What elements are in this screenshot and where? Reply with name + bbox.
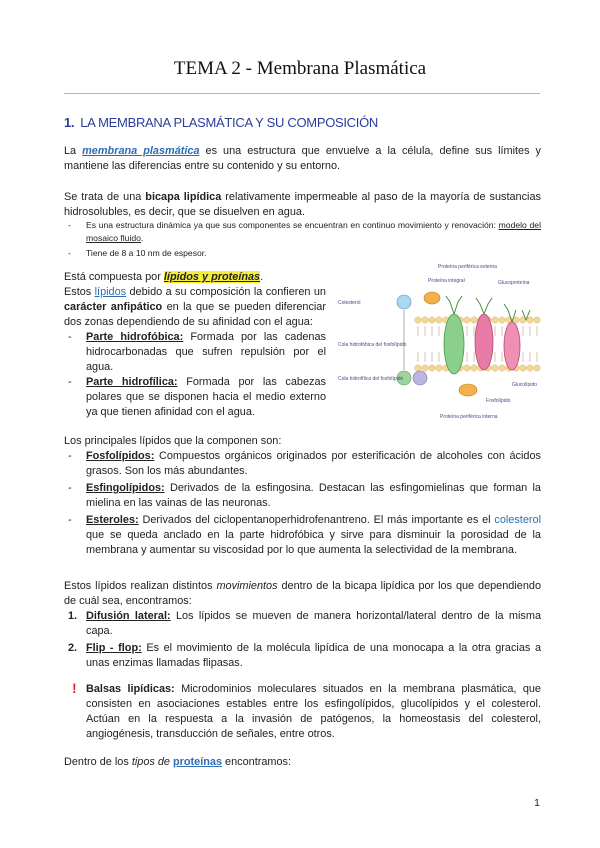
term-membrana-plasmatica: membrana plasmática — [82, 145, 200, 157]
list-item: - Esteroles: Derivados del ciclopentanoperhidrofenantreno. El más importante es el colesterol que se queda anclado en la parte hidrofóbica y sirve para disminuir la porosidad de la membrana y aumentar su viscosidad por lo que aumenta la selectividad de la membrana. — [64, 513, 541, 558]
label-phospholipid: Fosfolípido — [486, 398, 511, 404]
section-title: LA MEMBRANA PLASMÁTICA Y SU COMPOSICIÓN — [80, 115, 378, 130]
phospholipid-head — [527, 365, 533, 371]
term-proteinas: proteínas — [172, 756, 223, 768]
list-item: - Es una estructura dinámica ya que sus componentes se encuentran en continuo movimiento y renovación: modelo del mosaico fluido. — [64, 219, 541, 244]
phospholipid-head — [534, 365, 540, 371]
phospholipid-head — [429, 365, 435, 371]
label-peripheral-internal: Proteína periférica interna — [440, 414, 498, 420]
integral-protein — [475, 314, 493, 370]
movements-intro: Estos lípidos realizan distintos movimientos dentro de la bicapa lipídica por los que dependiendo de cuál sea, encontramos: — [64, 580, 542, 607]
phospholipid-head — [415, 317, 421, 323]
phospholipid-head — [499, 317, 505, 323]
section-number: 1. — [64, 115, 75, 130]
lipids-intro: Los principales lípidos que la componen son: — [64, 435, 282, 447]
intro-paragraph: La membrana plasmática es una estructura que envuelve a la célula, define sus límites y mantiene las diferencias entre su contenido y su entorno. — [64, 145, 542, 172]
phospholipid-head — [436, 365, 442, 371]
lipid-rafts-paragraph: Balsas lipídicas: Microdominios moleculares situados en la membrana plasmática, que consisten en asociaciones estables entre los esfingolípidos, glucolípidos y el colesterol. Actúan en la respuesta a la invasión de patógenos, la homeostasis del colesterol, angiogénesis, transducción de señales, entre otros. — [86, 683, 541, 740]
phospholipid-head — [429, 317, 435, 323]
list-item: - Fosfolípidos: Compuestos orgánicos originados por esterificación de alcoholes con ácidos grasos. Son los más abundantes. — [64, 449, 541, 479]
label-peripheral-external: Proteína periférica externa — [438, 264, 497, 270]
phospholipid-head — [464, 365, 470, 371]
bilayer-paragraph: Se trata de una bicapa lipídica relativamente impermeable al paso de la mayoría de sustancias hidrosolubles, es decir, que se disuelven en agua. — [64, 191, 541, 218]
phospholipid-head — [436, 317, 442, 323]
phospholipid-head — [471, 317, 477, 323]
term-anfipatico: carácter anfipático — [64, 301, 163, 313]
phospholipid-head — [422, 365, 428, 371]
term-mosaico-fluido: modelo del mosaico fluido — [86, 220, 541, 243]
list-item: - Parte hidrofílica: Formada por las cabezas polares que se disponen hacia el medio externo ya que tienen afinidad con el agua. — [64, 375, 326, 420]
page-title: TEMA 2 - Membrana Plasmática — [173, 58, 427, 79]
lipid-amphipathic-paragraph: Estos lípidos debido a su composición la confieren un carácter anfipático en la que se pueden diferenciar dos zonas dependiendo de su afinidad con el agua: - Parte hidrofóbica: Formada por las cadenas hidrocarbonadas que sufren repulsión por el agua. - Parte hidrofílica: Formada por las cabezas polares que se disponen hacia el medio externo ya que tienen afinidad con el agua. — [64, 285, 326, 420]
term-colesterol: colesterol — [494, 514, 541, 526]
movements-list — [64, 609, 541, 671]
label-glycolipid: Glucolípido — [512, 382, 538, 388]
label-hydrophobic-tail: Cola hidrofóbica del fosfolípido — [338, 342, 407, 348]
list-item: - Tiene de 8 a 10 nm de espesor. — [64, 247, 541, 260]
list-item: - Parte hidrofóbica: Formada por las cadenas hidrocarbonadas que sufren repulsión por el agua. — [64, 330, 326, 375]
label-integral-protein: Proteína integral — [428, 278, 465, 284]
phospholipid-head — [471, 365, 477, 371]
phospholipid-head — [492, 365, 498, 371]
phospholipid-head — [534, 317, 540, 323]
cholesterol-legend-molecules — [397, 295, 427, 385]
integral-protein — [504, 322, 520, 370]
composition-line: Está compuesta por lípidos y proteínas. — [64, 271, 264, 283]
bilayer-bullets — [64, 219, 541, 260]
phospholipid-head — [415, 365, 421, 371]
list-item: 1. Difusión lateral: Los lípidos se mueven de manera horizontal/lateral dentro de la misma capa. — [68, 610, 542, 637]
phospholipid-head — [492, 317, 498, 323]
page-number: 1 — [534, 797, 540, 809]
lipids-list — [64, 449, 541, 558]
peripheral-protein-external — [424, 292, 440, 304]
phospholipid-head — [499, 365, 505, 371]
peripheral-protein-internal — [459, 384, 477, 396]
term-lipidos: lípidos — [94, 286, 127, 298]
label-cholesterol: Colesterol — [338, 300, 361, 306]
phospholipid-head — [422, 317, 428, 323]
phospholipid-head — [464, 317, 470, 323]
list-item: - Esfingolípidos: Derivados de la esfingosina. Destacan las esfingomielinas que forman la mielina en las vainas de las neuronas. — [64, 481, 541, 511]
phospholipid-head — [520, 365, 526, 371]
warning-icon: ! — [72, 680, 77, 696]
phospholipid-head — [527, 317, 533, 323]
list-item: 2. Flip - flop: Es el movimiento de la molécula lipídica de una monocapa a la otra gracias a unas enzimas llamadas flipasas. — [68, 642, 541, 669]
title-divider — [64, 93, 540, 94]
fluid-mosaic-diagram — [336, 262, 546, 427]
proteins-intro: Dentro de los tipos de proteínas encontramos: — [64, 756, 292, 768]
label-hydrophilic-head: Cola hidrofílica del fosfolípido — [338, 376, 404, 382]
integral-protein — [444, 314, 464, 374]
label-glycoprotein: Glucoproteína — [498, 280, 530, 286]
term-lipidos-proteinas: lípidos y proteínas — [163, 271, 261, 283]
term-bicapa-lipidica: bicapa lipídica — [145, 191, 222, 203]
section-heading — [64, 115, 378, 130]
